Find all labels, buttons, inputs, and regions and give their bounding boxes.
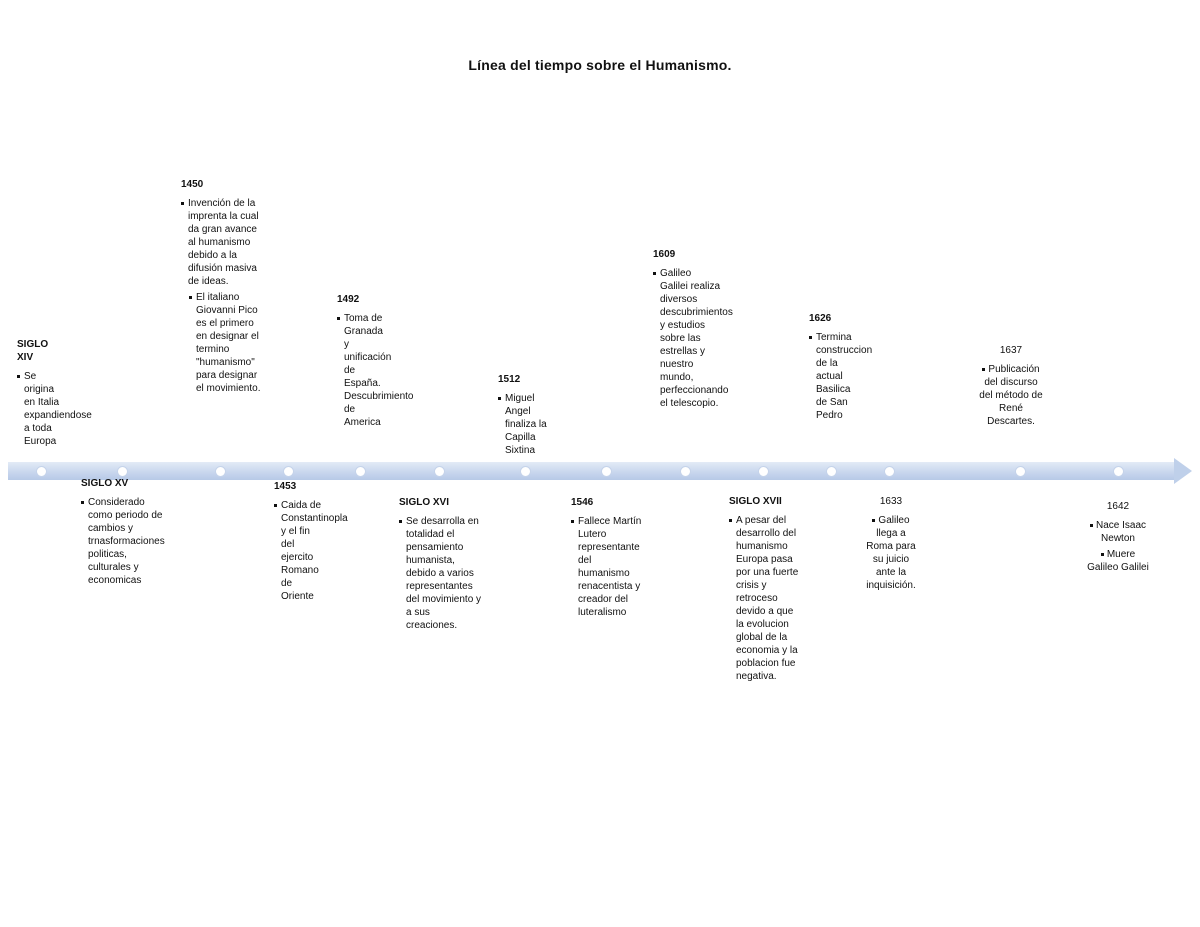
event-siglo-xv xyxy=(81,477,167,590)
event-item: Galileo Galilei realiza diversos descubrimientos y estudios sobre las estrellas y nuestro mundo, perfeccionando el telescopio. xyxy=(653,267,721,410)
event-item: Considerado como periodo de cambios y trnasformaciones politicas, culturales y economicas xyxy=(81,496,167,587)
event-item: Termina construccion de la actual Basilica de San Pedro xyxy=(809,331,857,422)
event-1546 xyxy=(571,496,645,622)
event-heading: 1546 xyxy=(571,497,594,508)
event-siglo-xiv xyxy=(17,338,92,451)
event-item: Muere Galileo Galilei xyxy=(1084,548,1152,574)
timeline-marker xyxy=(355,466,366,477)
timeline-marker xyxy=(434,466,445,477)
timeline-marker xyxy=(826,466,837,477)
event-item: Miguel Angel finaliza la Capilla Sixtina xyxy=(498,392,558,457)
event-item: Galileo llega a Roma para su juicio ante la inquisición. xyxy=(866,515,916,591)
event-heading: 1512 xyxy=(498,374,521,385)
timeline-marker xyxy=(1113,466,1124,477)
event-1512 xyxy=(498,373,558,460)
event-siglo-xvii xyxy=(729,495,799,686)
timeline-marker xyxy=(1015,466,1026,477)
event-item: Se desarrolla en totalidad el pensamiento humanista, debido a varios representantes del movimiento y a sus creaciones. xyxy=(399,515,483,632)
timeline-arrowhead xyxy=(1174,458,1192,484)
event-item: El italiano Giovanni Pico es el primero en designar el termino "humanismo" para designar el movimiento. xyxy=(189,291,263,395)
event-item: Se origina en Italia expandiendose a toda Europa xyxy=(17,370,65,448)
event-heading: 1453 xyxy=(274,481,297,492)
timeline-marker xyxy=(283,466,294,477)
timeline-marker xyxy=(884,466,895,477)
event-item: Toma de Granada y unificación de España. Descubrimiento de America xyxy=(337,312,389,429)
event-heading: SIGLO XIV xyxy=(17,339,49,363)
event-item: Nace Isaac Newton xyxy=(1084,519,1152,545)
event-1633 xyxy=(866,495,916,595)
timeline-marker xyxy=(680,466,691,477)
timeline-marker xyxy=(601,466,612,477)
timeline-marker xyxy=(520,466,531,477)
event-heading: 1450 xyxy=(181,179,204,190)
event-heading: 1626 xyxy=(809,313,832,324)
event-1626 xyxy=(809,312,873,425)
event-heading: 1642 xyxy=(1106,501,1130,512)
event-1450 xyxy=(181,178,263,398)
event-1453 xyxy=(274,480,348,606)
event-item: Publicación del discurso del método de René Descartes. xyxy=(979,364,1043,427)
event-heading: 1492 xyxy=(337,294,360,305)
timeline-marker xyxy=(758,466,769,477)
event-heading: SIGLO XVII xyxy=(729,496,782,507)
event-1637 xyxy=(978,344,1044,431)
event-item: A pesar del desarrollo del humanismo Europa pasa por una fuerte crisis y retroceso devido a que la evolucion global de la economia y la poblacion fue negativa. xyxy=(729,514,799,683)
timeline-marker xyxy=(215,466,226,477)
event-item: Fallece Martín Lutero representante del humanismo renacentista y creador del luteralismo xyxy=(571,515,645,619)
page-title: Línea del tiempo sobre el Humanismo. xyxy=(468,57,732,73)
event-item: Invención de la imprenta la cual da gran avance al humanismo debido a la difusión masiva de ideas. xyxy=(181,197,263,288)
event-heading: 1637 xyxy=(999,345,1023,356)
event-heading: 1633 xyxy=(879,496,903,507)
timeline-bar xyxy=(8,462,1176,480)
event-item: Caida de Constantinopla y el fin del ejercito Romano de Oriente xyxy=(274,499,326,603)
event-1492 xyxy=(337,293,414,432)
event-heading: SIGLO XV xyxy=(81,478,129,489)
event-1609 xyxy=(653,248,733,413)
timeline-marker xyxy=(117,466,128,477)
timeline-marker xyxy=(36,466,47,477)
event-heading: SIGLO XVI xyxy=(399,497,450,508)
event-siglo-xvi xyxy=(399,496,483,635)
event-heading: 1609 xyxy=(653,249,676,260)
event-1642 xyxy=(1084,500,1152,577)
